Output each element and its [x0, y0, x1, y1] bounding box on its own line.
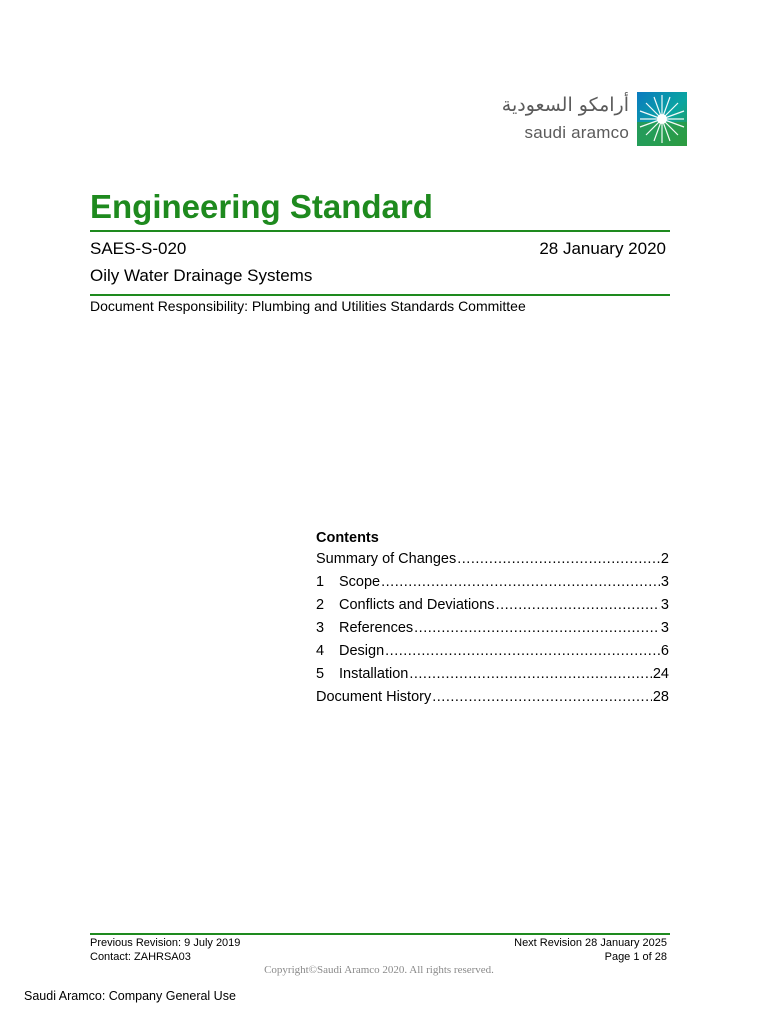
- toc-entry-page: 2: [660, 551, 669, 567]
- title-divider: [90, 230, 670, 232]
- previous-revision: Previous Revision: 9 July 2019: [90, 937, 241, 949]
- toc-leader-dots: [385, 642, 660, 660]
- table-of-contents: [316, 528, 669, 711]
- logo-arabic-text: أرامكو السعودية: [501, 94, 629, 116]
- next-revision: Next Revision 28 January 2025: [514, 937, 667, 949]
- toc-entry-number: 5: [316, 666, 325, 682]
- toc-entry-label: Scope: [339, 574, 381, 590]
- toc-leader-dots: [432, 688, 652, 706]
- toc-leader-dots: [414, 619, 660, 637]
- toc-entry-number: 3: [316, 620, 325, 636]
- aramco-star-icon: [637, 92, 687, 146]
- toc-entry-document-history[interactable]: [316, 688, 669, 711]
- toc-entry-conflicts-and-deviations[interactable]: [316, 596, 669, 619]
- toc-entry-summary-of-changes[interactable]: [316, 550, 669, 573]
- toc-entry-installation[interactable]: [316, 665, 669, 688]
- document-responsibility: Document Responsibility: Plumbing and Utilities Standards Committee: [90, 298, 526, 314]
- toc-leader-dots: [409, 665, 652, 683]
- header-divider: [90, 294, 670, 296]
- logo-latin-text: saudi aramco: [524, 123, 629, 142]
- toc-leader-dots: [496, 596, 660, 614]
- copyright-notice: Copyright©Saudi Aramco 2020. All rights reserved.: [264, 964, 494, 976]
- toc-entry-label: Design: [339, 643, 385, 659]
- contact: Contact: ZAHRSA03: [90, 950, 191, 963]
- footer-left: [90, 937, 240, 964]
- toc-leader-dots: [457, 550, 660, 568]
- classification-label: Saudi Aramco: Company General Use: [24, 989, 236, 1003]
- toc-entry-scope[interactable]: [316, 573, 669, 596]
- toc-entry-page: 3: [660, 574, 669, 590]
- footer-divider: [90, 933, 670, 935]
- document-date: 28 January 2020: [539, 239, 666, 258]
- document-number: SAES-S-020: [90, 239, 187, 258]
- footer-right: [514, 937, 667, 964]
- toc-entry-number: 2: [316, 597, 325, 613]
- toc-leader-dots: [381, 573, 660, 591]
- toc-entry-references[interactable]: [316, 619, 669, 642]
- page-number: Page 1 of 28: [604, 950, 667, 963]
- toc-entry-number: 4: [316, 643, 325, 659]
- saudi-aramco-logo: [503, 92, 687, 146]
- toc-entry-number: 1: [316, 574, 325, 590]
- toc-entry-label: Installation: [339, 666, 409, 682]
- toc-entry-label: Conflicts and Deviations: [339, 597, 495, 613]
- toc-entry-label: Document History: [316, 689, 432, 705]
- toc-entry-page: 24: [652, 666, 669, 682]
- toc-entry-page: 28: [652, 689, 669, 705]
- toc-entry-label: Summary of Changes: [316, 551, 457, 567]
- toc-entry-page: 3: [660, 597, 669, 613]
- toc-entry-label: References: [339, 620, 414, 636]
- toc-entry-page: 6: [660, 643, 669, 659]
- toc-entry-page: 3: [660, 620, 669, 636]
- toc-heading: Contents: [316, 530, 379, 546]
- toc-entry-design[interactable]: [316, 642, 669, 665]
- document-title: Oily Water Drainage Systems: [90, 266, 313, 285]
- page-title: Engineering Standard: [90, 188, 433, 225]
